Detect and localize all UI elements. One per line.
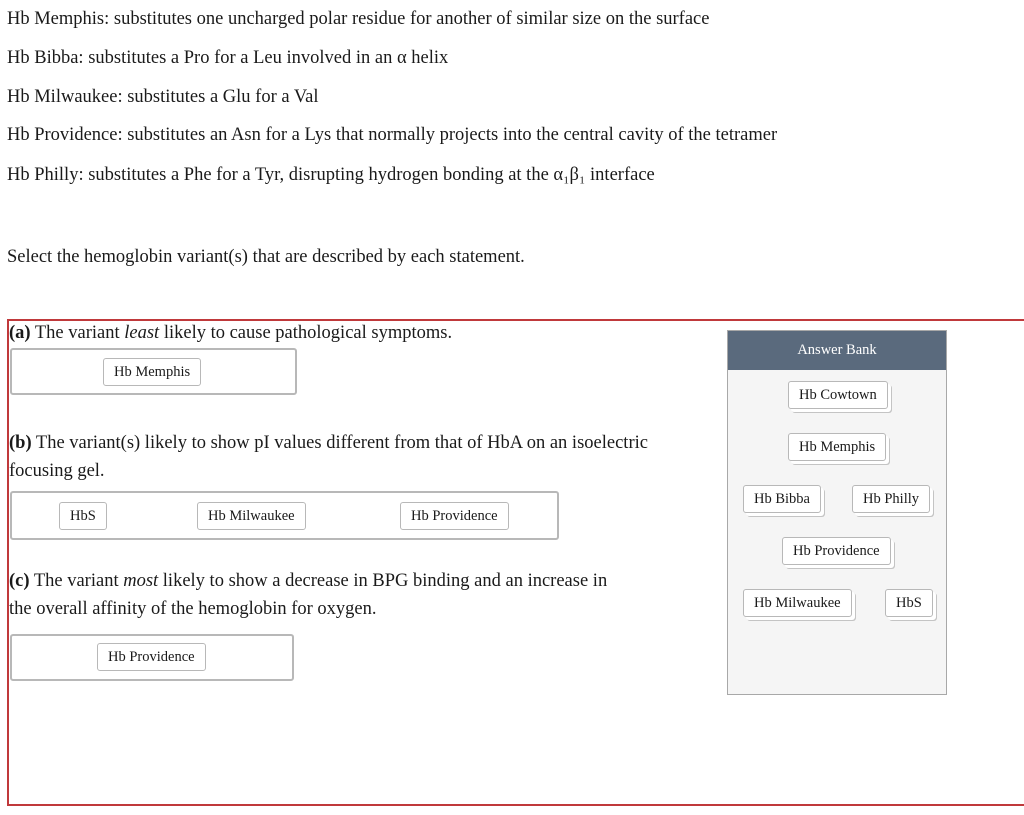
question-c-text-before: The variant (29, 571, 124, 591)
question-a-text-before: The variant (30, 323, 125, 343)
question-a-label: (a) (9, 323, 31, 343)
question-a-text (9, 319, 452, 347)
question-c-answer-hb-providence[interactable]: Hb Providence (97, 643, 206, 671)
question-b-answer-hbs[interactable]: HbS (59, 502, 107, 530)
variant-description-bibba: Hb Bibba: substitutes a Pro for a Leu involved in an α helix (7, 48, 449, 68)
bank-item-hb-milwaukee[interactable]: Hb Milwaukee (743, 589, 852, 617)
variant-description-milwaukee: Hb Milwaukee: substitutes a Glu for a Val (7, 87, 319, 107)
variant-description-memphis: Hb Memphis: substitutes one uncharged polar residue for another of similar size on the surface (7, 9, 710, 29)
question-c-text (9, 567, 607, 623)
question-c-line2: the overall affinity of the hemoglobin for oxygen. (9, 599, 377, 619)
question-c-emphasis: most (123, 571, 159, 591)
question-c-text-after: likely to show a decrease in BPG binding and an increase in (158, 571, 608, 591)
answer-bank-title: Answer Bank (728, 331, 946, 370)
variant-description-philly: Hb Philly: substitutes a Phe for a Tyr, disrupting hydrogen bonding at the α₁β₁ interface (7, 165, 655, 185)
question-b-label: (b) (9, 433, 32, 453)
bank-item-hb-providence[interactable]: Hb Providence (782, 537, 891, 565)
variant-description-providence: Hb Providence: substitutes an Asn for a Lys that normally projects into the central cavity of the tetramer (7, 125, 778, 145)
question-a-text-after: likely to cause pathological symptoms. (159, 323, 453, 343)
question-b-text (9, 429, 648, 485)
question-b-answer-hb-milwaukee[interactable]: Hb Milwaukee (197, 502, 306, 530)
bank-item-hb-cowtown[interactable]: Hb Cowtown (788, 381, 888, 409)
bank-item-hb-philly[interactable]: Hb Philly (852, 485, 930, 513)
question-b-line1: The variant(s) likely to show pI values different from that of HbA on an isoelectric (31, 433, 648, 453)
question-b-answer-hb-providence[interactable]: Hb Providence (400, 502, 509, 530)
question-a-answer-hb-memphis[interactable]: Hb Memphis (103, 358, 201, 386)
question-b-line2: focusing gel. (9, 461, 105, 481)
question-c-label: (c) (9, 571, 30, 591)
bank-item-hbs[interactable]: HbS (885, 589, 933, 617)
question-a-emphasis: least (124, 323, 160, 343)
instruction-text: Select the hemoglobin variant(s) that are described by each statement. (7, 247, 525, 267)
bank-item-hb-memphis[interactable]: Hb Memphis (788, 433, 886, 461)
bank-item-hb-bibba[interactable]: Hb Bibba (743, 485, 821, 513)
